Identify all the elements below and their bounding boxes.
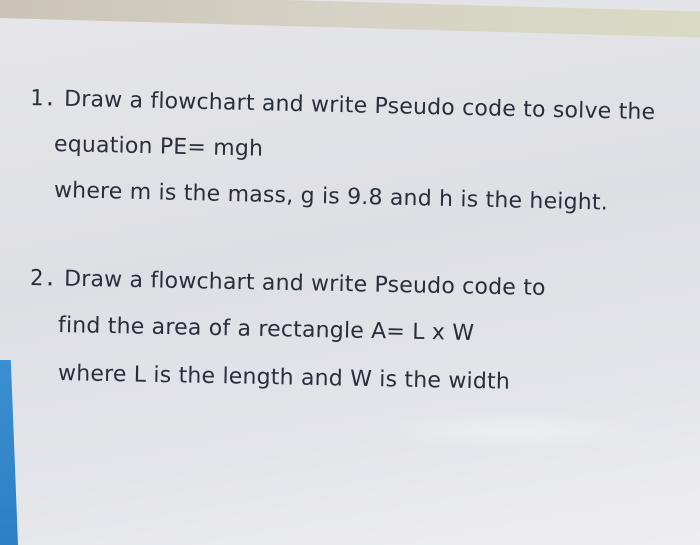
question-2-line-3: where L is the length and W is the width [57, 361, 511, 395]
question-1-line-3: where m is the mass, g is 9.8 and h is the height. [53, 178, 609, 216]
question-1-line-2: equation PE= mgh [53, 132, 264, 162]
question-2-number: 2. [29, 266, 58, 292]
question-2-line-2: find the area of a rectangle A= L x W [57, 313, 475, 346]
question-1-text-1: Draw a flowchart and write Pseudo code to solve the [63, 86, 656, 126]
question-2-text-1: Draw a flowchart and write Pseudo code to [63, 266, 546, 301]
question-1-number: 1. [29, 86, 58, 112]
light-glare [380, 410, 640, 450]
